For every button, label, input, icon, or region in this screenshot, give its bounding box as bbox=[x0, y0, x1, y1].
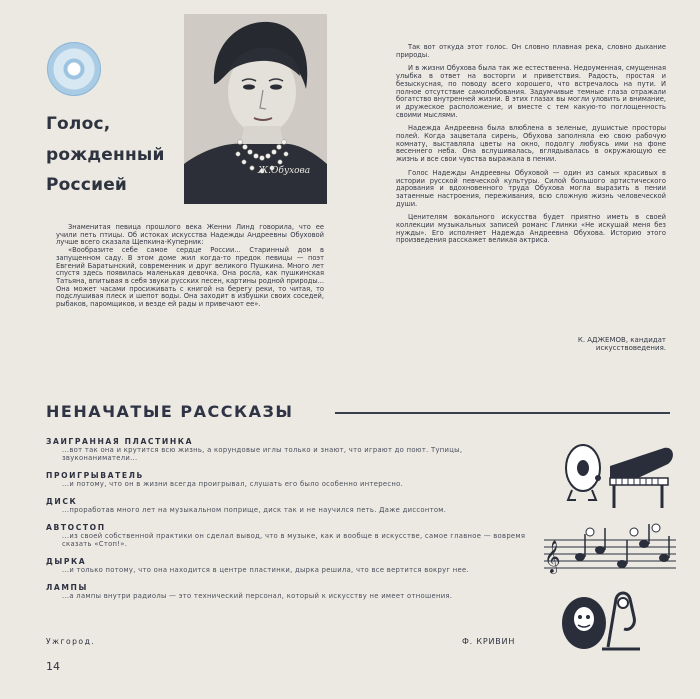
right-paragraph: Надежда Андреевна была влюблена в зеленые, душистые просторы полей. Когда зацветала сирень, Обухова заполняла ею свою рабочую комнату, выставляла цветы на окно, подолгу любуясь ими на фоне весеннего неба. Она вслушивалась, вглядывалась в окружающую ее жизнь и все свои чувства выражала в пении. bbox=[396, 124, 666, 164]
svg-text:𝄞: 𝄞 bbox=[544, 540, 561, 573]
signature-name: К. АДЖЕМОВ, bbox=[577, 336, 629, 344]
story-item bbox=[46, 583, 528, 600]
piano-record-illustration bbox=[558, 436, 678, 516]
right-paragraph: Голос Надежды Андреевны Обуховой — один из самых красивых в истории русской певческой культуры. Силой большого артистического дарования и вдохновенного труда Обухова могла выразить в пении затаенные настроения, переживания, всю сложную жизнь человеческой души. bbox=[396, 168, 666, 208]
story-heading: ДИСК bbox=[46, 497, 78, 506]
story-item bbox=[46, 437, 528, 462]
signature-role-line2: искусствоведения. bbox=[595, 344, 666, 352]
story-item bbox=[46, 557, 528, 574]
lamp-character-illustration bbox=[556, 585, 656, 655]
stories-list bbox=[46, 437, 528, 600]
right-paragraph: Так вот откуда этот голос. Он словно плавная река, словно дыхание природы. bbox=[396, 43, 666, 59]
section-divider bbox=[335, 412, 670, 414]
portrait-autograph: Ж.Обухова bbox=[258, 166, 311, 176]
signature-role: кандидат bbox=[630, 336, 666, 344]
story-heading: ПРОИГРЫВАТЕЛЬ bbox=[46, 471, 144, 480]
story-author: Ф. КРИВИН bbox=[462, 637, 516, 646]
story-text: ...и потому, что он в жизни всегда проигрывал, слушать его было особенно интересно. bbox=[62, 480, 404, 488]
story-heading: АВТОСТОП bbox=[46, 523, 106, 532]
article-title-line-2: рожденный bbox=[46, 145, 165, 165]
music-staff-illustration bbox=[540, 520, 680, 578]
story-item bbox=[46, 497, 528, 514]
page-number: 14 bbox=[46, 660, 60, 673]
story-heading: ЗАИГРАННАЯ ПЛАСТИНКА bbox=[46, 437, 194, 446]
right-paragraph: И в жизни Обухова была так же естественна. Недоуменная, смущенная улыбка в ответ на восторги и приветствия. Радость, простая и безыскусная, по поводу всего хорошего, что встречалось на пути. И полное отсутствие самолюбования. Задумчивые темные глаза отражали богатство внутренней жизни. В этих глазах вы могли уловить и внимание, и дружеское расположение, и вместе с тем какую-то поглощенность своими мыслями. bbox=[396, 64, 666, 119]
story-text: ...а лампы внутри радиолы — это технический персонал, который к искусству не имеет отношения. bbox=[62, 592, 453, 600]
record-disc-icon bbox=[47, 42, 101, 96]
section-title: НЕНАЧАТЫЕ РАССКАЗЫ bbox=[46, 402, 294, 421]
story-item bbox=[46, 471, 528, 488]
story-text: ...вот так она и крутится всю жизнь, а корундовые иглы только и знают, что играют до поют. Тупицы, звуконаниматели... bbox=[62, 446, 463, 462]
article-title-line-3: Россией bbox=[46, 175, 128, 195]
story-heading: ЛАМПЫ bbox=[46, 583, 88, 592]
left-column bbox=[56, 224, 324, 309]
article-title-line-1: Голос, bbox=[46, 114, 111, 134]
story-text: ...из своей собственной практики он сделал вывод, что в музыке, как и вообще в искусстве, самое главное — вовремя сказать «Стоп!». bbox=[62, 532, 526, 548]
article-signature bbox=[456, 336, 666, 352]
right-paragraph: Ценителям вокального искусства будет приятно иметь в своей коллекции музыкальных записей романс Глинки «Не искушай меня без нужды». Его исполняет Надежда Андреевна Обухова. Историю этого произведения расскажет великая актриса. bbox=[396, 213, 666, 245]
story-item bbox=[46, 523, 528, 548]
story-heading: ДЫРКА bbox=[46, 557, 87, 566]
story-text: ...проработав много лет на музыкальном поприще, диск так и не научился петь. Даже диссонтом. bbox=[62, 506, 447, 514]
left-paragraph: Знаменитая певица прошлого века Женни Линд говорила, что ее учили петь птицы. Об истоках искусства Надежды Андреевны Обуховой лучше всего сказала Щепкина-Куперник: bbox=[56, 223, 324, 247]
story-text: ...и только потому, что она находится в центре пластинки, дырка решила, что все вертится вокруг нее. bbox=[62, 566, 469, 574]
right-column bbox=[396, 44, 666, 245]
story-city: Ужгород. bbox=[46, 637, 96, 646]
left-paragraph: «Вообразите себе самое сердце России... Старинный дом в запущенном саду. В этом доме жил когда-то предок певицы — поэт Евгений Баратынский, современник и друг великого Пушкина. Много лет спустя здесь появилась маленькая девочка. Она росла, как пушкинская Татьяна, впитывая в себя звуки русских песен, картины родной природы... Она может часами просиживать с книгой на берегу реки, то читая, то подслушивая плеск и шепот воды. Она заходит в избушки своих соседей, рыбаков, паромщиков, и везде ей рады и привечают ее». bbox=[56, 246, 324, 309]
singer-portrait bbox=[184, 14, 327, 204]
